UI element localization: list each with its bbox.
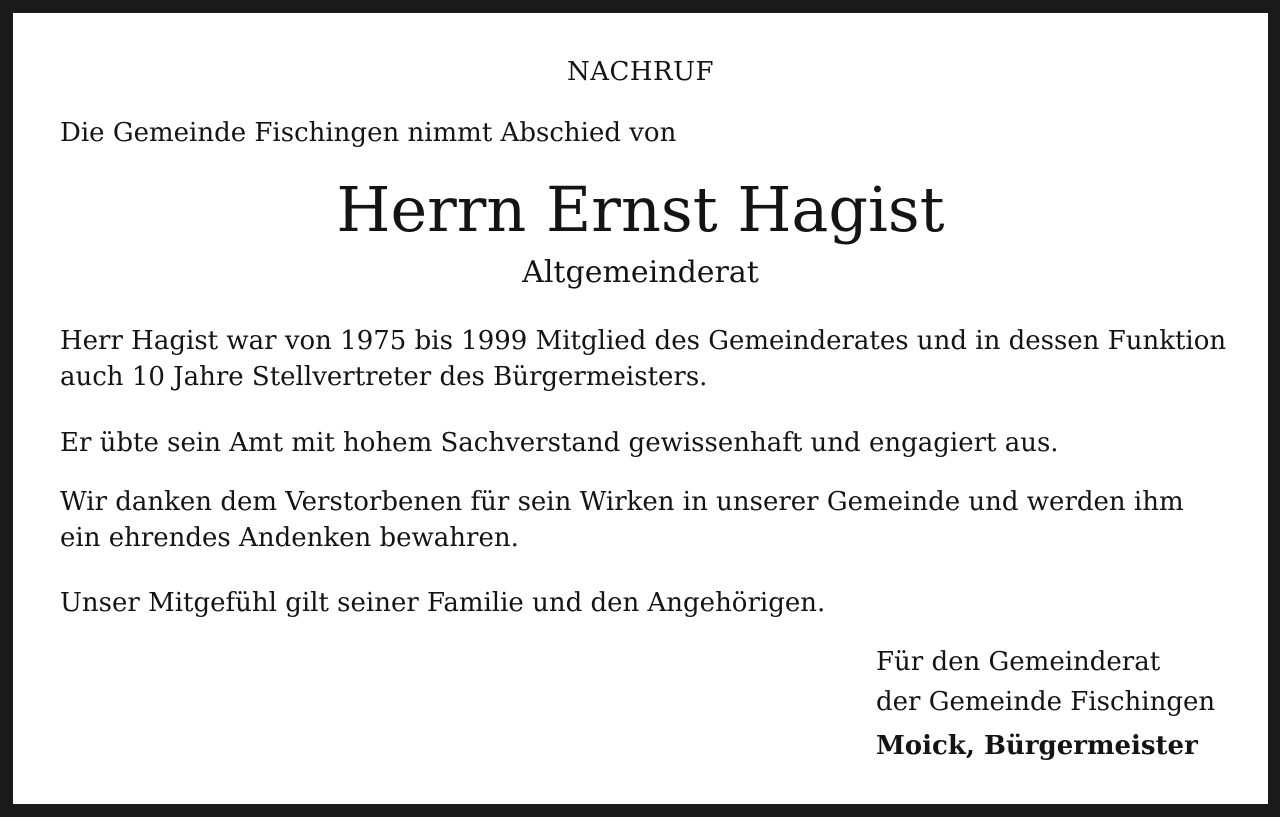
paragraph-service: Er übte sein Amt mit hohem Sachverstand gewissenhaft und engagiert aus. bbox=[60, 428, 1059, 458]
obituary-notice bbox=[13, 13, 1268, 804]
notice-heading: NACHRUF bbox=[566, 57, 715, 87]
signature-line-municipality: der Gemeinde Fischingen bbox=[876, 687, 1216, 717]
deceased-name: Herrn Ernst Hagist bbox=[336, 173, 945, 246]
paragraph-condolence: Unser Mitgefühl gilt seiner Familie und den Angehörigen. bbox=[60, 588, 826, 618]
paragraph-membership: Herr Hagist war von 1975 bis 1999 Mitglied des Gemeinderates und in dessen Funktion auch 10 Jahre Stellvertreter des Bürgermeisters. bbox=[60, 326, 1227, 392]
signature-signer: Moick, Bürgermeister bbox=[876, 731, 1198, 761]
paragraph-thanks: Wir danken dem Verstorbenen für sein Wirken in unserer Gemeinde und werden ihm ein ehrendes Andenken bewahren. bbox=[60, 487, 1184, 553]
signature-line-council: Für den Gemeinderat bbox=[876, 647, 1161, 677]
deceased-role: Altgemeinderat bbox=[522, 255, 759, 290]
intro-line: Die Gemeinde Fischingen nimmt Abschied von bbox=[60, 118, 677, 148]
